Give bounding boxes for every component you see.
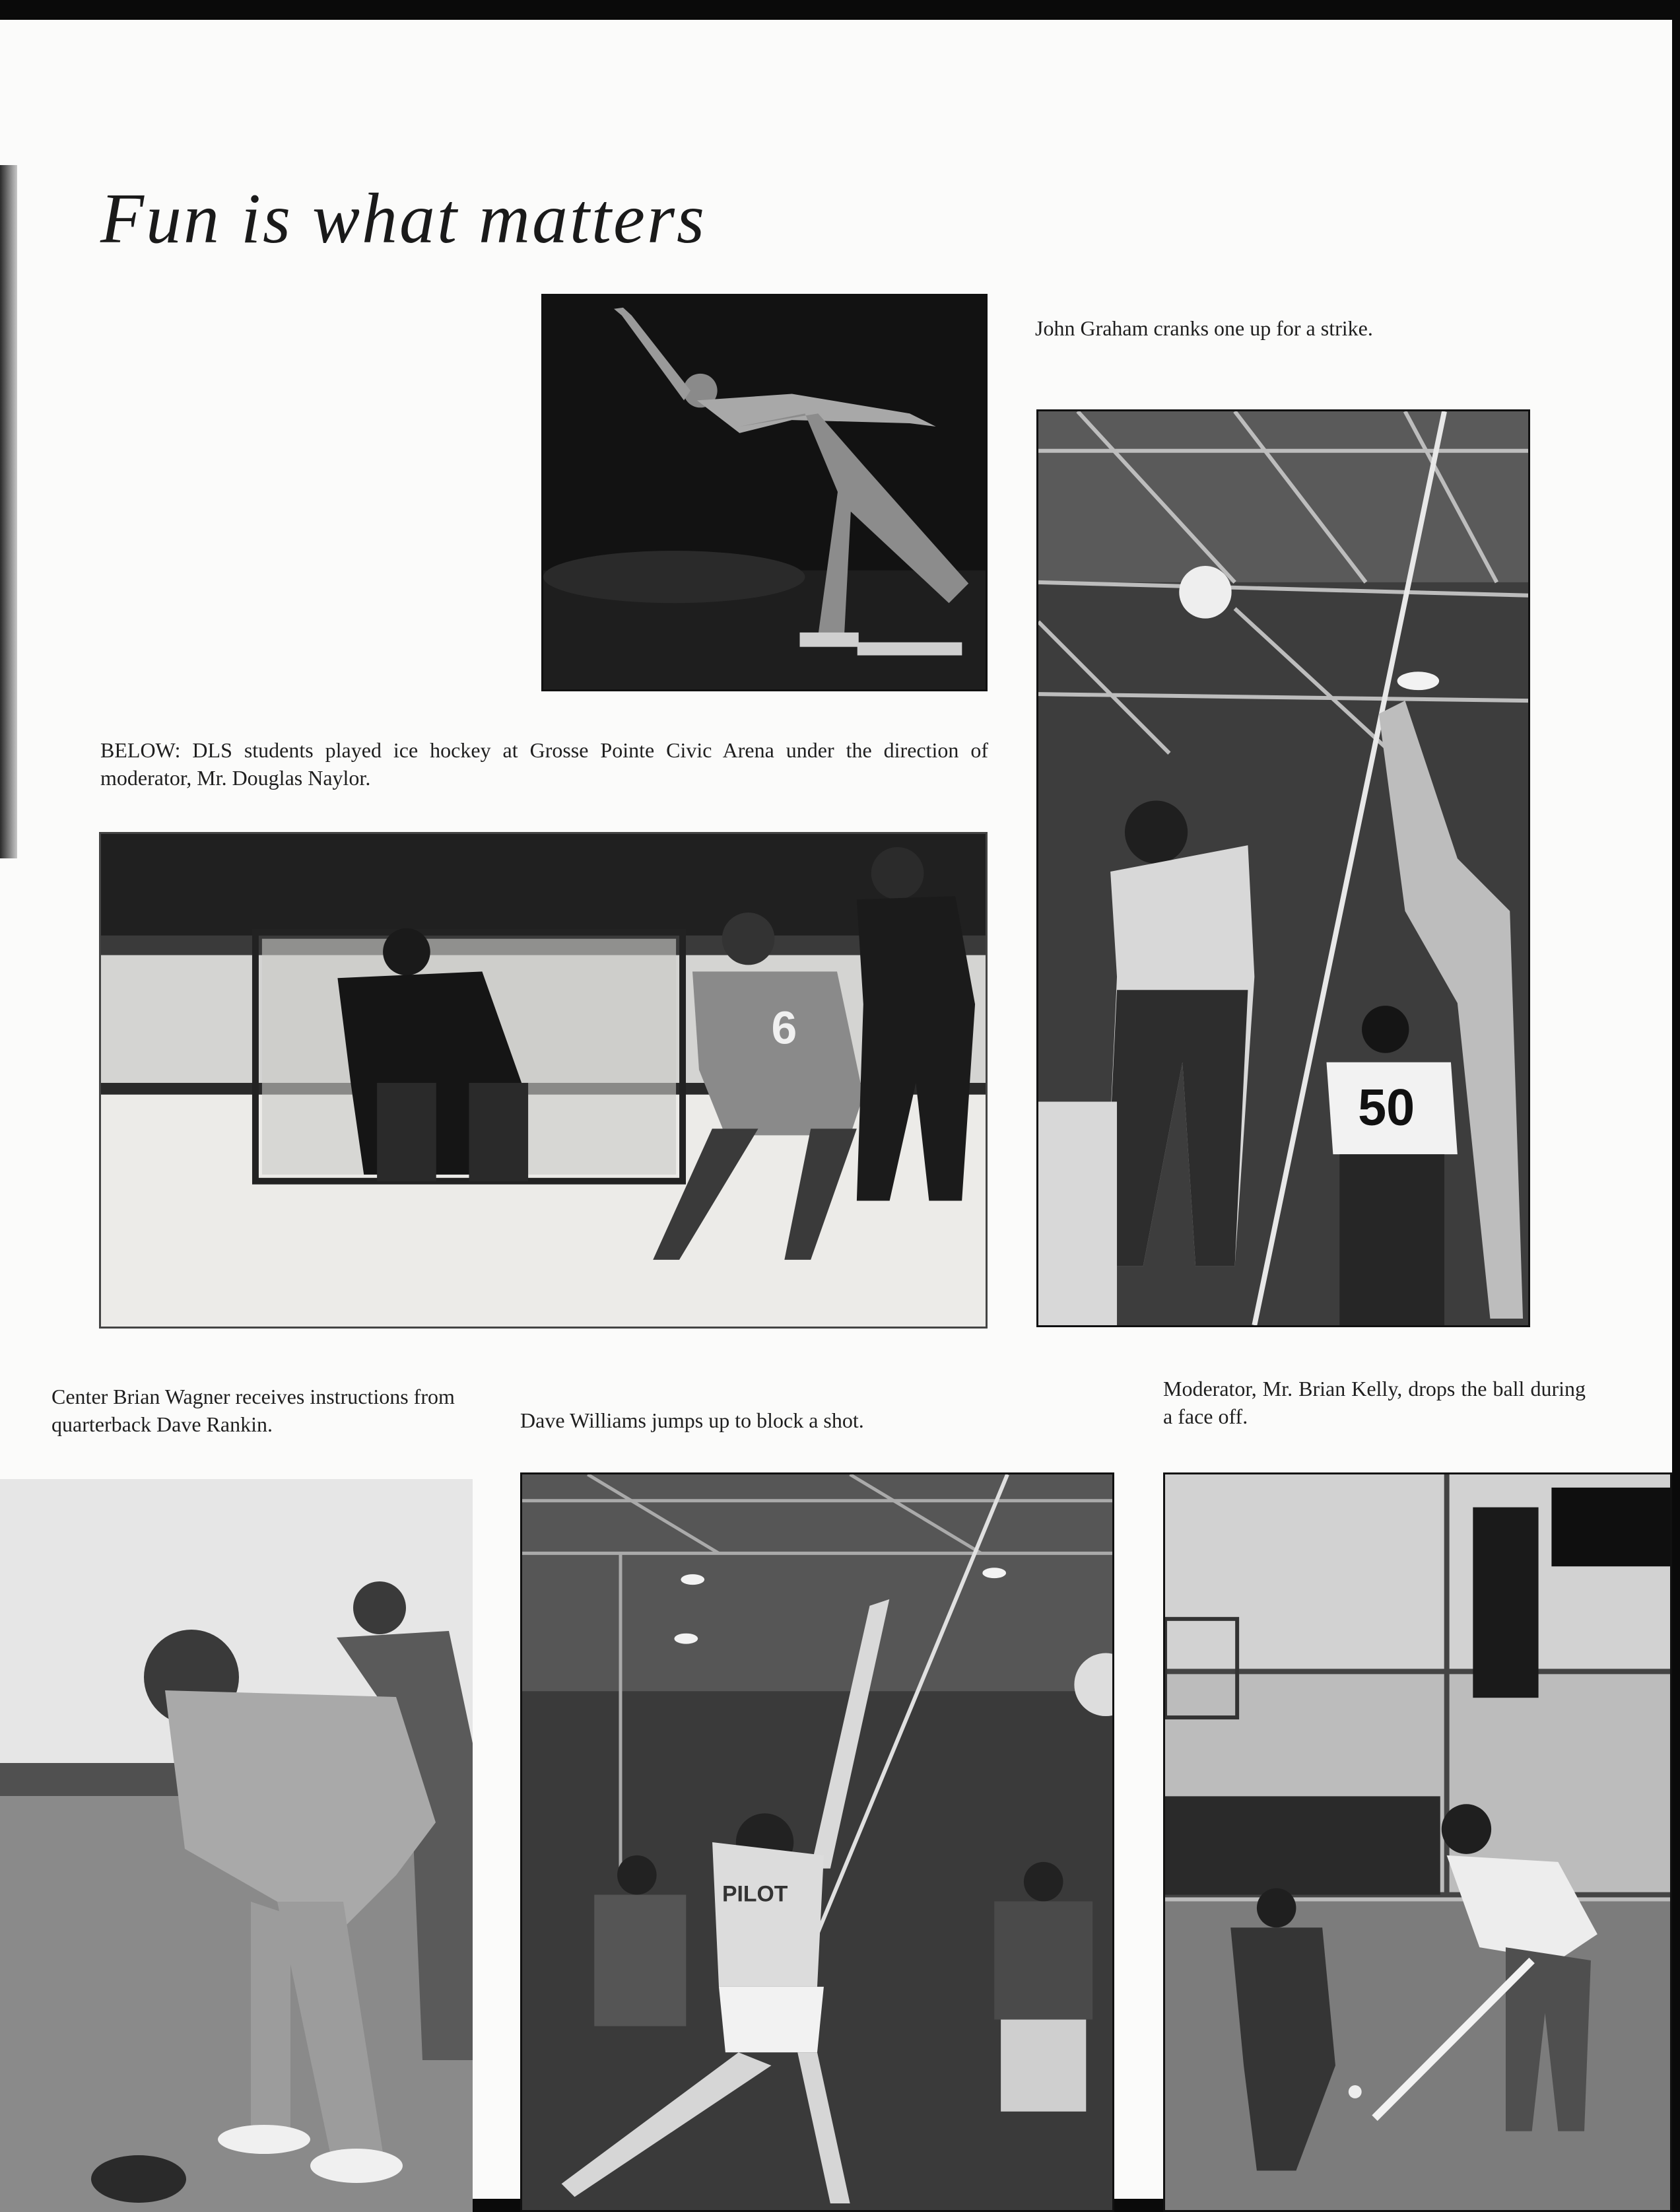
gym-volleyball-photo: [1036, 409, 1530, 1327]
shirt-text-pilot: PILOT: [722, 1881, 788, 1907]
football-caption: Center Brian Wagner receives instructions from quarterback Dave Rankin.: [51, 1385, 455, 1436]
floor-hockey-caption: Moderator, Mr. Brian Kelly, drops the ball during a face off.: [1163, 1377, 1586, 1428]
ice-hockey-photo: [99, 832, 988, 1329]
bowling-caption: John Graham cranks one up for a strike.: [1035, 316, 1373, 340]
football-photo: [0, 1479, 473, 2212]
bowling-photo: [541, 294, 988, 691]
page-title: Fun is what matters: [100, 180, 707, 258]
gym-block-photo: [520, 1472, 1114, 2212]
jersey-number-50: 50: [1358, 1079, 1415, 1136]
hockey-caption: BELOW: DLS students played ice hockey at Grosse Pointe Civic Arena under the direction of moderator, Mr. Douglas Naylor.: [100, 738, 988, 790]
jersey-number-6: 6: [771, 1002, 797, 1054]
volleyball-caption: Dave Williams jumps up to block a shot.: [520, 1408, 864, 1432]
adjacent-page-photo-edge: [0, 165, 17, 858]
yearbook-page: [0, 20, 1672, 2199]
floor-hockey-photo: [1163, 1472, 1672, 2212]
